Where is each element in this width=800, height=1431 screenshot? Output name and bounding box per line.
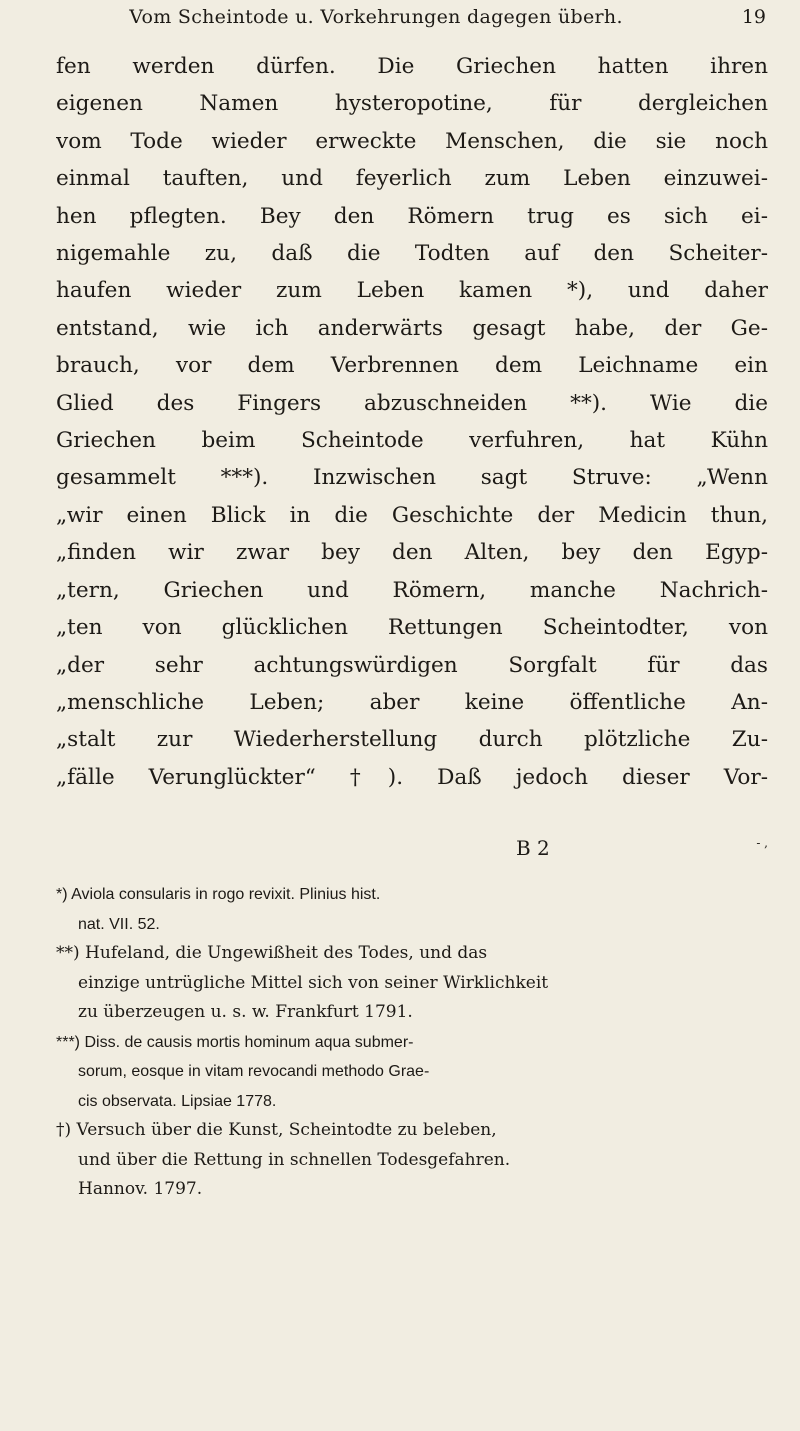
footnote-line: zu überzeugen u. s. w. Frankfurt 1791. xyxy=(78,1002,413,1022)
text-line: „finden wir zwar bey den Alten, bey den Egyp- xyxy=(56,540,768,566)
footnotes xyxy=(56,880,756,1205)
footnote-line xyxy=(56,880,756,910)
footnote-text: Diss. de causis mortis hominum aqua submer- xyxy=(84,1033,414,1051)
footnote-marker: †) xyxy=(56,1120,72,1140)
catchword: - , xyxy=(756,836,768,850)
footnote-marker: ***) xyxy=(56,1033,81,1051)
text-line: „menschliche Leben; aber keine öffentliche An- xyxy=(56,689,768,715)
footnote-line: sorum, eosque in vitam revocandi methodo Grae- xyxy=(78,1063,430,1080)
footnote-text: Aviola consularis in rogo revixit. Plinius hist. xyxy=(71,886,381,903)
text-line: gesammelt ***). Inzwischen sagt Struve: „Wenn xyxy=(56,465,768,491)
text-line: „tern, Griechen und Römern, manche Nachrich- xyxy=(56,577,768,603)
footnote xyxy=(56,1028,756,1117)
footnote-line xyxy=(56,1028,756,1058)
page-header xyxy=(56,6,766,34)
text-line: „wir einen Blick in die Geschichte der Medicin thun, xyxy=(56,502,768,528)
text-line: entstand, wie ich anderwärts gesagt habe, der Ge- xyxy=(56,315,768,341)
text-line: hen pflegten. Bey den Römern trug es sich ei- xyxy=(56,203,768,229)
text-line: „fälle Verunglückter“ †). Daß jedoch dieser Vor- xyxy=(56,764,768,790)
text-line: haufen wieder zum Leben kamen *), und daher xyxy=(56,278,768,304)
text-line: Glied des Fingers abzuschneiden **). Wie die xyxy=(56,390,768,416)
text-line: einmal tauften, und feyerlich zum Leben einzuwei- xyxy=(56,166,768,192)
footnote-line xyxy=(56,1116,756,1146)
footnote xyxy=(56,1116,756,1205)
footnote-line: und über die Rettung in schnellen Todesgefahren. xyxy=(78,1149,511,1170)
signature-mark: B 2 xyxy=(516,836,550,860)
footnote-line: nat. VII. 52. xyxy=(78,915,160,933)
text-line: „ten von glücklichen Rettungen Scheintodter, von xyxy=(56,615,768,641)
running-title: Vom Scheintode u. Vorkehrungen dagegen überh. xyxy=(129,6,623,28)
text-line: fen werden dürfen. Die Griechen hatten ihren xyxy=(56,54,768,79)
text-line: Griechen beim Scheintode verfuhren, hat Kühn xyxy=(56,428,768,454)
footnote-line: Hannov. 1797. xyxy=(78,1179,203,1199)
main-text-block xyxy=(56,48,768,796)
text-line: „der sehr achtungswürdigen Sorgfalt für das xyxy=(56,652,768,678)
text-line: vom Tode wieder erweckte Menschen, die sie noch xyxy=(56,128,768,154)
text-line: nigemahle zu, daß die Todten auf den Scheiter- xyxy=(56,241,768,267)
footnote-line: cis observata. Lipsiae 1778. xyxy=(78,1092,277,1110)
text-line: „stalt zur Wiederherstellung durch plötzliche Zu- xyxy=(56,727,768,753)
text-line: eigenen Namen hysteropotine, für dergleichen xyxy=(56,91,768,117)
text-line: brauch, vor dem Verbrennen dem Leichname ein xyxy=(56,353,768,379)
footnote-text: Hufeland, die Ungewißheit des Todes, und das xyxy=(85,943,488,963)
footnote-text: Versuch über die Kunst, Scheintodte zu beleben, xyxy=(76,1120,497,1140)
page-number: 19 xyxy=(741,6,766,28)
footnote-marker: **) xyxy=(56,943,80,963)
footnote xyxy=(56,939,756,1028)
footnote-marker: *) xyxy=(56,886,68,903)
signature-line xyxy=(56,836,768,868)
footnote xyxy=(56,880,756,939)
footnote-line: einzige untrügliche Mittel sich von seiner Wirklichkeit xyxy=(78,972,549,993)
footnote-line xyxy=(56,939,756,969)
